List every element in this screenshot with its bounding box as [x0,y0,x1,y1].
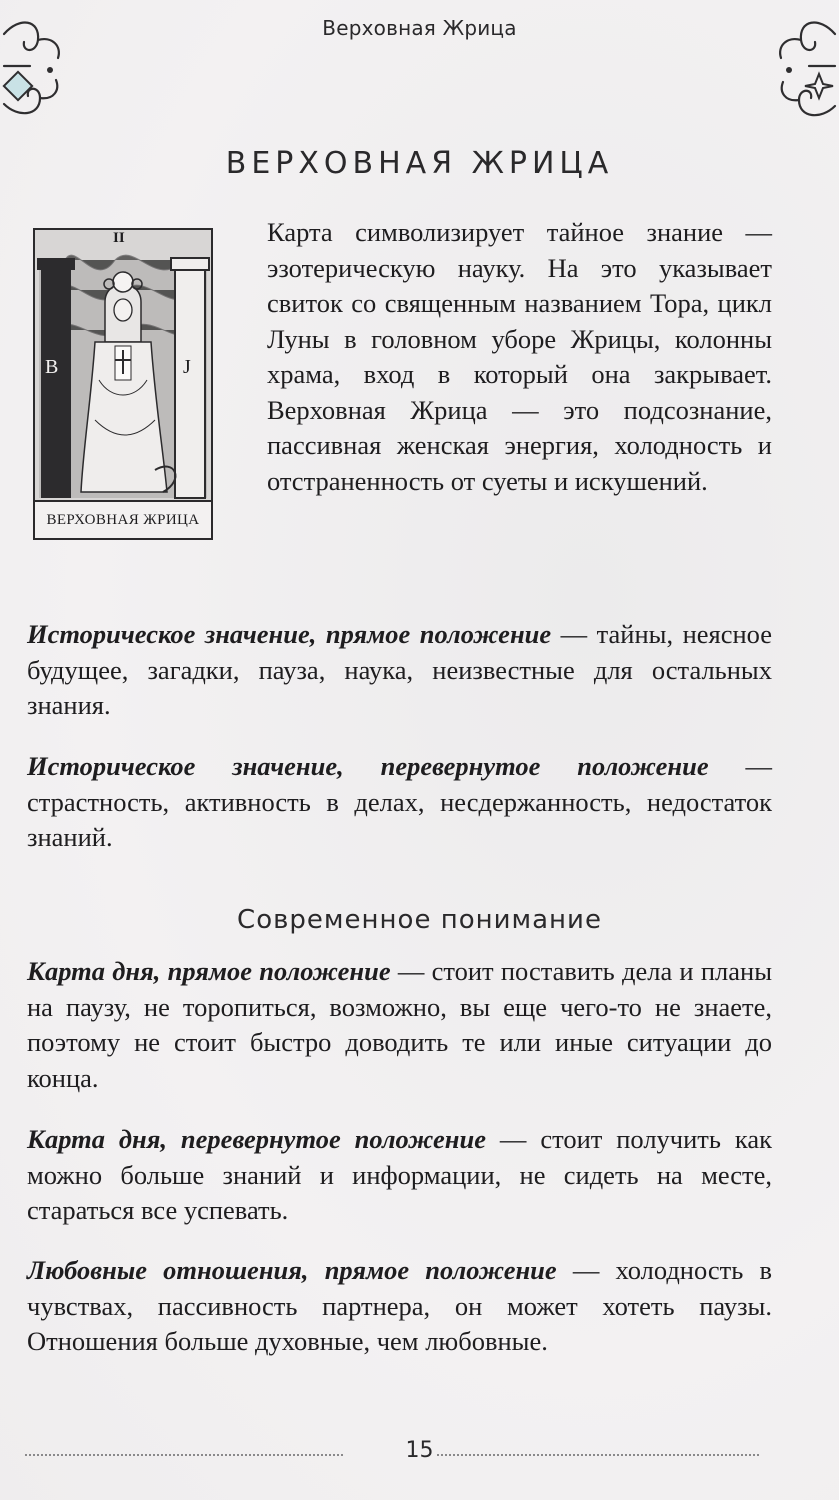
paragraph-lead: Историческое значение, прямое положение [27,619,552,649]
corner-ornament-left-icon [0,6,90,126]
paragraph-lead: Историческое значение, перевернутое положение [27,751,709,781]
paragraph-text: — стоит получить как можно больше знаний и информации, не сидеть на месте, стараться все успевать. [27,1124,772,1225]
pillar-letter-j: J [183,356,191,378]
modern-heading: Современное понимание [237,905,602,935]
day-card-upright-paragraph [27,954,772,1096]
paragraph-text: — стоит поставить дела и планы на паузу, не торопиться, возможно, вы еще чего-то не знаете, поэтому не стоит быстро доводить те или иные ситуации до конца. [27,956,773,1093]
corner-ornament-right-icon [749,6,839,126]
paragraph-text: — холодность в чувствах, пассивность партнера, он может хотеть паузы. Отношения больше духовные, чем любовные. [27,1255,772,1356]
historical-upright-paragraph [27,617,772,724]
day-card-reversed-paragraph [27,1122,772,1229]
card-caption: ВЕРХОВНАЯ ЖРИЦА [35,500,211,538]
paragraph-text: — тайны, неясное будущее, загадки, пауза, наука, неизвестные для остальных знания. [27,619,772,720]
paragraph-text: — страстность, активность в делах, несдержанность, недостаток знаний. [27,751,772,852]
card-numeral: II [113,230,125,246]
intro-paragraph: Карта символизирует тайное знание — эзотерическую науку. На это указывает свиток со священным названием Тора, цикл Луны в головном уборе Жрицы, колонны храма, вход в который она закрывает. Верховная Жрица — это подсознание, пассивная женская энергия, холодность и отстраненность от суеты и искушений. [267,217,772,496]
section-title: ВЕРХОВНАЯ ЖРИЦА [225,146,614,181]
tarot-card-illustration [33,228,213,540]
love-upright-paragraph [27,1253,772,1360]
historical-reversed-paragraph [27,749,772,856]
running-header: Верховная Жрица [322,16,517,40]
page-footer [0,1432,839,1472]
paragraph-lead: Карта дня, перевернутое положение [27,1124,487,1154]
pillar-letter-b: B [45,356,59,378]
paragraph-lead: Карта дня, прямое положение [27,956,391,986]
page-number: 15 [405,1438,434,1463]
footer-dotted-rule-right [437,1454,759,1456]
paragraph-lead: Любовные отношения, прямое положение [27,1255,557,1285]
